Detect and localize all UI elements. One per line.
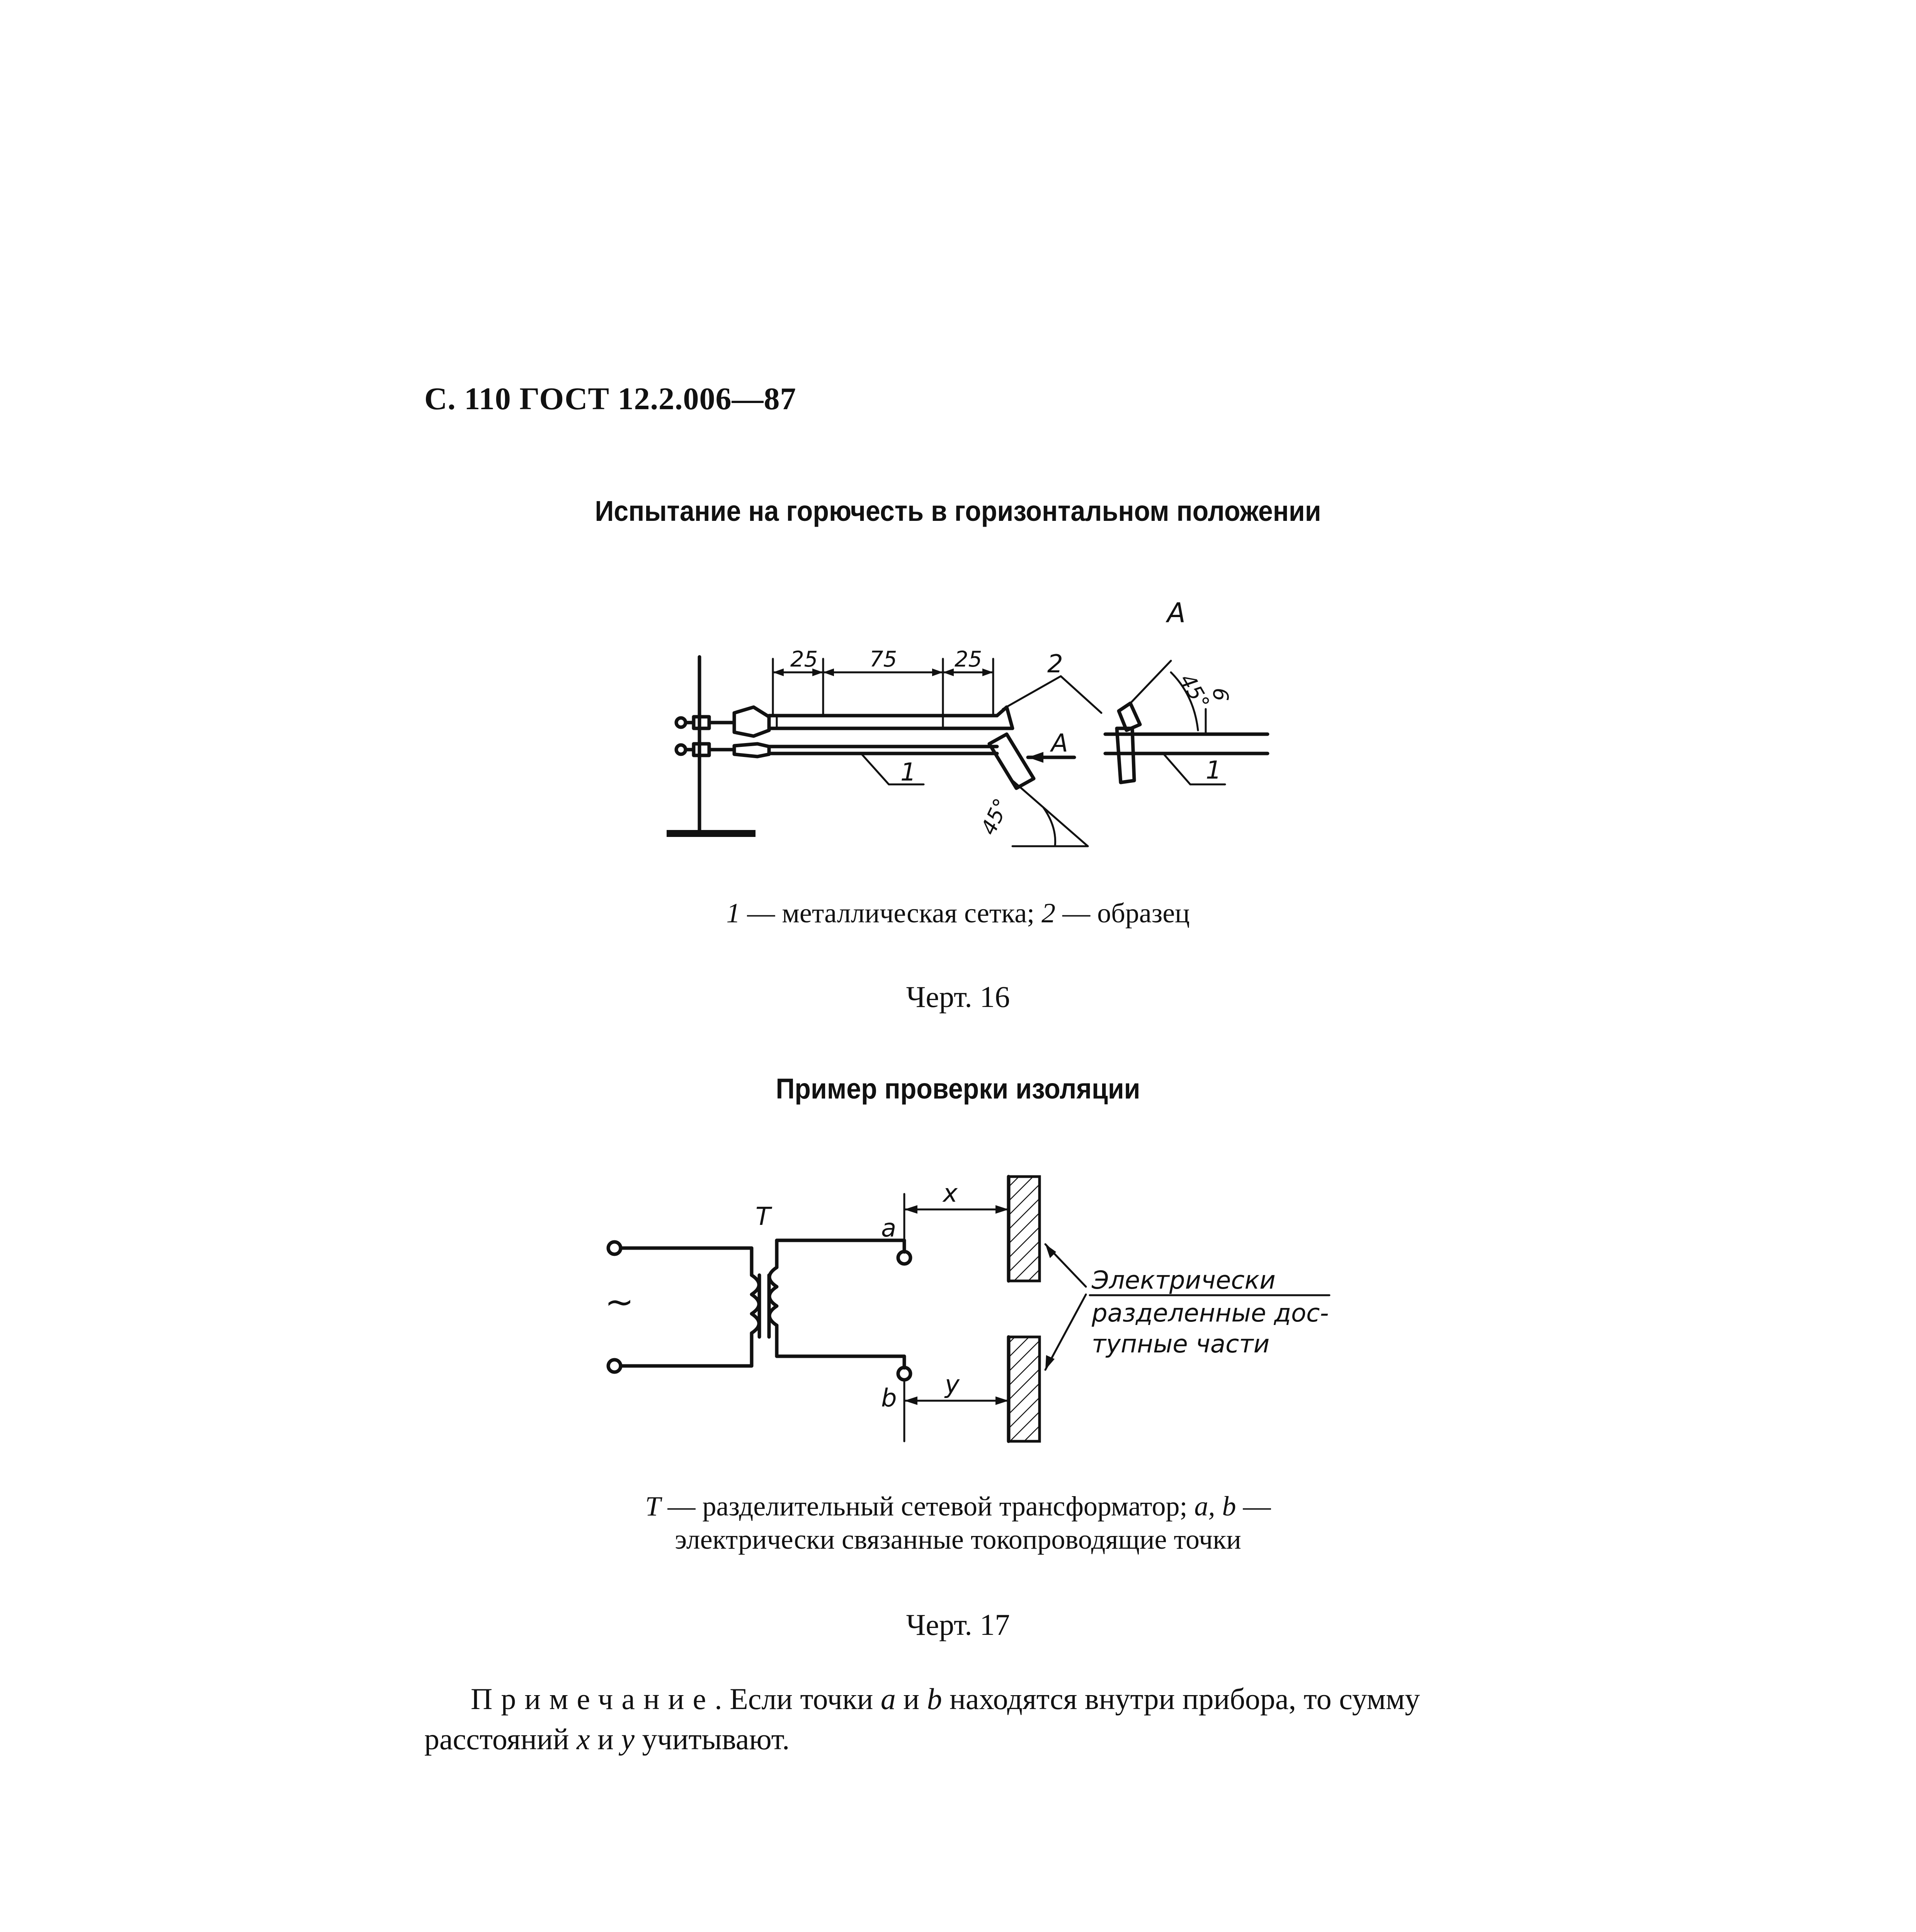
angle-45-bottom: 45° [976, 794, 1014, 839]
dim-75: 75 [870, 647, 897, 672]
section-title-flammability: Испытание на горючесть в горизонтальном положении [595, 495, 1321, 527]
callout-line-3: тупные части [1092, 1330, 1270, 1359]
note-text-3: находятся внутри прибора, то сумму расстояний [424, 1682, 1420, 1756]
note-x: x [577, 1722, 590, 1756]
input-terminal-top [608, 1242, 621, 1254]
label-2: 2 [1047, 650, 1063, 679]
caption-17-text-2: — [1236, 1491, 1271, 1522]
label-y: y [945, 1371, 960, 1399]
clamp-lower [694, 744, 709, 755]
label-b: b [881, 1384, 897, 1413]
label-1: 1 [900, 758, 916, 787]
figure-17-diagram [595, 1159, 1349, 1437]
chert-17: Черт. 17 [906, 1608, 1010, 1641]
note-b: b [927, 1682, 942, 1716]
label-a: a [881, 1214, 897, 1243]
input-terminal-bottom [608, 1360, 621, 1372]
view-a-label: A [1167, 597, 1186, 629]
figure-16-caption [0, 896, 1916, 930]
note-text-5: учитывают. [635, 1722, 790, 1756]
note-a: a [880, 1682, 896, 1716]
transformer-secondary-coil [769, 1267, 777, 1325]
note-y: y [621, 1722, 635, 1756]
clamp-jaw-upper [734, 707, 769, 736]
note-text-4: и [590, 1722, 621, 1756]
page-header: С. 110 ГОСТ 12.2.006—87 [424, 381, 796, 416]
note-paragraph [424, 1679, 1506, 1759]
specimen-end [997, 707, 1012, 728]
callout-line-2: разделенные дос- [1092, 1299, 1329, 1328]
caption-17-line-2: электрически связанные токопроводящие точки [675, 1524, 1241, 1555]
caption-num-2: 2 [1041, 898, 1056, 929]
label-x: x [943, 1179, 958, 1208]
dim-6: 6 [1208, 688, 1233, 701]
caption-ab: a, b [1194, 1491, 1236, 1522]
clamp-upper [694, 717, 709, 728]
view-specimen-tip [1119, 703, 1140, 730]
callout-line-1: Электрически [1092, 1266, 1276, 1295]
caption-num-1: 1 [726, 898, 740, 929]
clamp-jaw-lower [734, 744, 769, 757]
note-text-2: и [895, 1682, 927, 1716]
caption-t: T [645, 1491, 661, 1522]
label-1-view: 1 [1206, 756, 1222, 785]
caption-17-text-1: — разделительный сетевой трансформатор; [660, 1491, 1195, 1522]
label-t: T [756, 1202, 771, 1231]
view-burner [1117, 728, 1134, 782]
caption-17-line-1 [0, 1490, 1916, 1523]
figure-16-diagram [657, 580, 1314, 858]
caption-text-1: — металлическая сетка; [740, 898, 1042, 929]
caption-text-2: — образец [1055, 898, 1190, 929]
note-text-1: . Если точки [715, 1682, 881, 1716]
arrow-a-label: A [1051, 729, 1068, 758]
burner [989, 734, 1034, 788]
figure-17-caption [0, 1490, 1916, 1556]
angle-45-view: 45° [1175, 669, 1215, 714]
stand-base [667, 830, 756, 837]
note-label: Примечание [471, 1682, 715, 1716]
dim-25-right: 25 [955, 647, 982, 672]
dim-25-left: 25 [790, 647, 818, 672]
accessible-part-top [1009, 1177, 1040, 1281]
ac-symbol: ~ [605, 1282, 634, 1322]
section-title-insulation: Пример проверки изоляции [776, 1073, 1140, 1105]
chert-16: Черт. 16 [906, 980, 1010, 1014]
accessible-part-bottom [1009, 1337, 1040, 1441]
